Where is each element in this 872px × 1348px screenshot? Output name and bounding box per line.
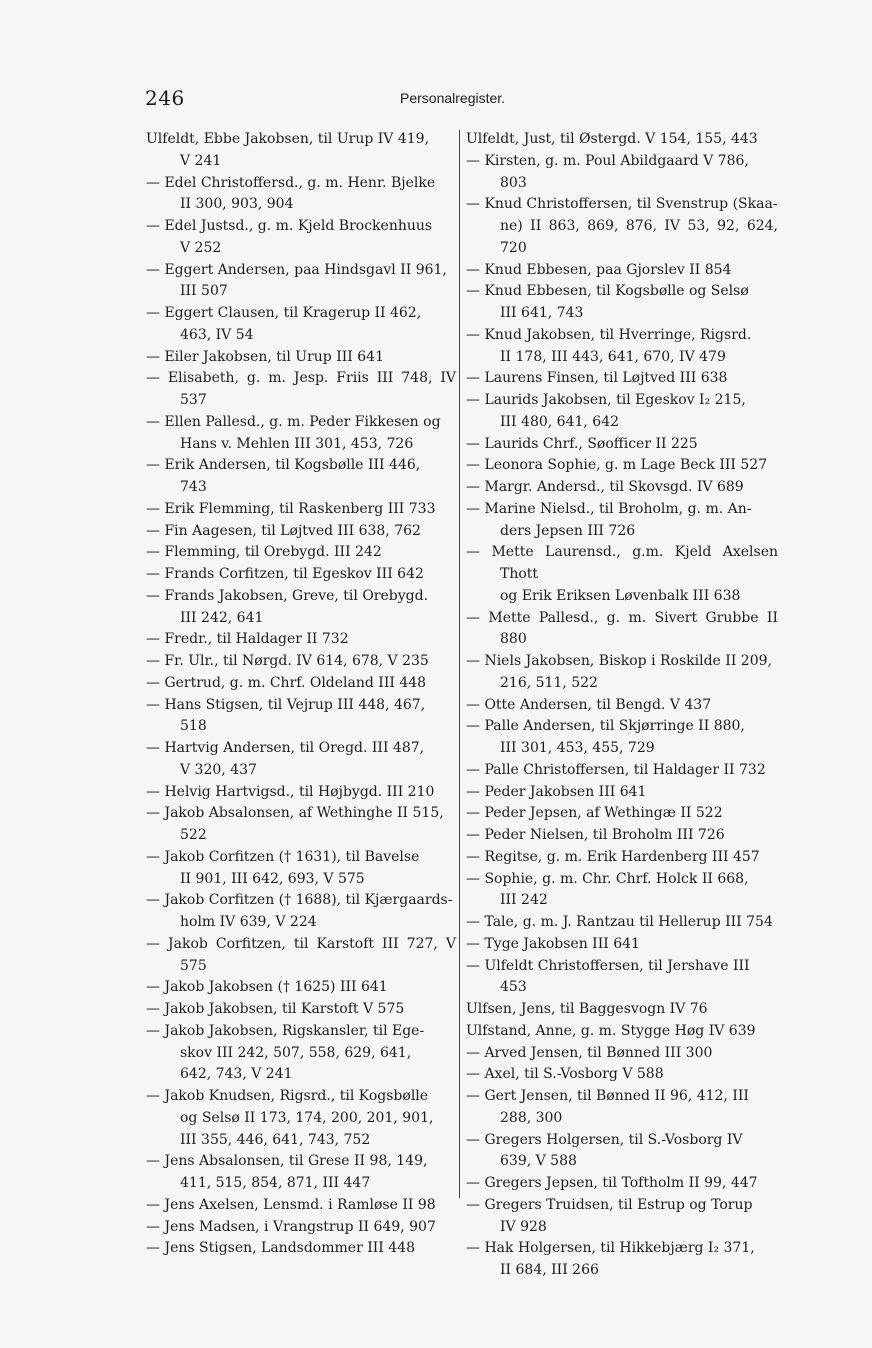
index-entry xyxy=(466,1043,778,1065)
entry-line: Ulfeldt, Ebbe Jakobsen, til Urup IV 419, xyxy=(146,131,430,147)
index-entry xyxy=(466,260,778,282)
entry-line: — Margr. Andersd., til Skovsgd. IV 689 xyxy=(466,479,744,495)
entry-line: — Gregers Jepsen, til Toftholm II 99, 447 xyxy=(466,1175,758,1191)
entry-continuation: ne) II 863, 869, 876, IV 53, 92, 624, 720 xyxy=(500,218,778,256)
entry-continuation: V 252 xyxy=(180,239,222,256)
index-entry xyxy=(146,216,456,260)
entry-line: — Gert Jensen, til Bønned II 96, 412, III xyxy=(466,1088,749,1104)
index-entry xyxy=(466,782,778,804)
index-entry xyxy=(466,281,778,325)
entry-line: — Gregers Truidsen, til Estrup og Torup xyxy=(466,1196,753,1213)
entry-continuation: III 355, 446, 641, 743, 752 xyxy=(180,1131,371,1148)
index-entry xyxy=(146,629,456,651)
entry-line: — Jakob Jakobsen, Rigskansler, til Ege- xyxy=(146,1022,425,1039)
index-entry xyxy=(466,1086,778,1130)
entry-continuation: 639, V 588 xyxy=(500,1153,577,1170)
index-entry xyxy=(146,368,456,412)
entry-line: — Knud Jakobsen, til Hverringe, Rigsrd. xyxy=(466,326,752,343)
entry-continuation: ders Jepsen III 726 xyxy=(500,522,636,539)
entry-line: — Knud Ebbesen, til Kogsbølle og Selsø xyxy=(466,283,749,300)
index-entry xyxy=(146,1217,456,1239)
index-entry xyxy=(146,934,456,978)
entry-line: Ulfstand, Anne, g. m. Stygge Høg IV 639 xyxy=(466,1022,756,1039)
index-entry xyxy=(466,651,778,695)
entry-line: — Jens Absalonsen, til Grese II 98, 149, xyxy=(146,1153,428,1170)
entry-line: — Jakob Corfitzen († 1631), til Bavelse xyxy=(146,848,420,865)
entry-line: — Edel Justsd., g. m. Kjeld Brockenhuus xyxy=(146,218,433,234)
entry-continuation: 411, 515, 854, 871, III 447 xyxy=(180,1175,371,1191)
entry-line: — Eggert Clausen, til Kragerup II 462, xyxy=(146,305,422,321)
entry-line: — Frands Jakobsen, Greve, til Orebygd. xyxy=(146,587,429,604)
entry-line: — Gertrud, g. m. Chrf. Oldeland III 448 xyxy=(146,674,427,691)
index-entry xyxy=(146,564,456,586)
index-entry xyxy=(466,695,778,717)
index-entry xyxy=(146,999,456,1021)
entry-line: — Fr. Ulr., til Nørgd. IV 614, 678, V 235 xyxy=(146,653,429,669)
entry-line: — Knud Ebbesen, paa Gjorslev II 854 xyxy=(466,261,732,278)
entry-continuation: II 684, III 266 xyxy=(500,1262,599,1278)
entry-continuation: II 178, III 443, 641, 670, IV 479 xyxy=(500,348,726,365)
entry-line: — Laurens Finsen, til Løjtved III 638 xyxy=(466,370,728,387)
index-entry xyxy=(466,434,778,456)
entry-continuation: V 241 xyxy=(180,152,222,169)
index-entry xyxy=(146,455,456,499)
index-entry xyxy=(146,260,456,304)
index-entry xyxy=(146,1021,456,1086)
entry-line: — Hak Holgersen, til Hikkebjærg I₂ 371, xyxy=(466,1240,755,1257)
index-entry xyxy=(466,608,778,652)
entry-line: — Peder Jakobsen III 641 xyxy=(466,783,647,800)
entry-line: — Otte Andersen, til Bengd. V 437 xyxy=(466,696,712,713)
index-entry xyxy=(146,412,456,456)
entry-continuation: 216, 511, 522 xyxy=(500,674,598,691)
entry-line: — Gregers Holgersen, til S.-Vosborg IV xyxy=(466,1131,743,1148)
entry-continuation: II 901, III 642, 693, V 575 xyxy=(180,870,365,887)
index-entry xyxy=(146,977,456,999)
entry-line: — Regitse, g. m. Erik Hardenberg III 457 xyxy=(466,848,760,865)
index-entry xyxy=(466,129,778,151)
entry-line: — Ellen Pallesd., g. m. Peder Fikkesen og xyxy=(146,413,441,430)
page-number: 246 xyxy=(145,86,185,110)
index-entry xyxy=(466,1195,778,1239)
entry-continuation: III 480, 641, 642 xyxy=(500,413,620,430)
index-entry xyxy=(466,956,778,1000)
entry-line: — Jens Madsen, i Vrangstrup II 649, 907 xyxy=(146,1218,436,1235)
index-entry xyxy=(146,738,456,782)
index-entry xyxy=(466,499,778,543)
entry-line: — Jakob Corfitzen, til Karstoft III 727, V 575 xyxy=(146,935,456,974)
entry-line: — Peder Jepsen, af Wethingæ II 522 xyxy=(466,805,723,822)
entry-line: — Flemming, til Orebygd. III 242 xyxy=(146,544,382,561)
index-entry xyxy=(466,477,778,499)
entry-line: — Erik Flemming, til Raskenberg III 733 xyxy=(146,500,436,517)
entry-continuation: 803 xyxy=(500,174,527,191)
column-divider xyxy=(459,130,460,1198)
index-entry xyxy=(146,542,456,564)
entry-line: — Peder Nielsen, til Broholm III 726 xyxy=(466,827,725,843)
entry-continuation: og Erik Eriksen Løvenbalk III 638 xyxy=(500,587,741,604)
index-entry xyxy=(466,803,778,825)
entry-line: — Erik Andersen, til Kogsbølle III 446, xyxy=(146,457,421,474)
entry-line: — Tale, g. m. J. Rantzau til Hellerup III 754 xyxy=(466,914,773,930)
entry-line: — Fredr., til Haldager II 732 xyxy=(146,631,349,648)
entry-line: — Palle Christoffersen, til Haldager II 732 xyxy=(466,761,766,778)
entry-line: — Niels Jakobsen, Biskop i Roskilde II 209, xyxy=(466,653,772,669)
entry-continuation: III 641, 743 xyxy=(500,305,584,321)
entry-line: — Mette Pallesd., g. m. Sivert Grubbe II 880 xyxy=(466,609,778,648)
entry-line: — Jens Stigsen, Landsdommer III 448 xyxy=(146,1240,415,1257)
index-entry xyxy=(466,390,778,434)
index-entry xyxy=(146,695,456,739)
index-entry xyxy=(146,173,456,217)
entry-line: — Elisabeth, g. m. Jesp. Friis III 748, IV 537 xyxy=(146,370,456,408)
entry-line: — Hartvig Andersen, til Oregd. III 487, xyxy=(146,740,425,756)
left-column xyxy=(146,129,456,1260)
index-entry xyxy=(146,782,456,804)
index-entry xyxy=(466,760,778,782)
index-entry xyxy=(466,825,778,847)
index-entry xyxy=(146,1086,456,1151)
index-entry xyxy=(466,847,778,869)
index-entry xyxy=(146,347,456,369)
right-column xyxy=(466,129,778,1282)
entry-line: — Knud Christoffersen, til Svenstrup (Skaa- xyxy=(466,196,778,213)
entry-continuation: III 242, 641 xyxy=(180,609,264,626)
entry-line: — Jakob Absalonsen, af Wethinghe II 515, xyxy=(146,805,444,822)
entry-line: — Mette Laurensd., g.m. Kjeld Axelsen Thott xyxy=(466,544,778,582)
index-entry xyxy=(466,1238,778,1282)
index-entry xyxy=(146,586,456,630)
entry-line: Ulfeldt, Just, til Østergd. V 154, 155, 443 xyxy=(466,131,758,147)
index-entry xyxy=(466,368,778,390)
entry-line: — Jakob Jakobsen, til Karstoft V 575 xyxy=(146,1001,405,1017)
index-entry xyxy=(466,869,778,913)
index-entry xyxy=(146,1151,456,1195)
entry-continuation: V 320, 437 xyxy=(180,761,257,778)
entry-line: — Jakob Knudsen, Rigsrd., til Kogsbølle xyxy=(146,1088,429,1104)
index-entry xyxy=(146,129,456,173)
entry-continuation: 743 xyxy=(180,479,207,495)
entry-continuation: og Selsø II 173, 174, 200, 201, 901, xyxy=(180,1109,434,1126)
index-entry xyxy=(466,542,778,607)
entry-continuation: 288, 300 xyxy=(500,1109,563,1126)
index-entry xyxy=(146,499,456,521)
index-entry xyxy=(146,1195,456,1217)
entry-line: — Sophie, g. m. Chr. Chrf. Holck II 668, xyxy=(466,870,749,887)
entry-line: — Palle Andersen, til Skjørringe II 880, xyxy=(466,718,745,735)
index-entry xyxy=(466,912,778,934)
entry-line: — Edel Christoffersd., g. m. Henr. Bjelke xyxy=(146,174,436,191)
entry-continuation: 642, 743, V 241 xyxy=(180,1066,293,1083)
entry-continuation: 518 xyxy=(180,718,207,735)
index-entry xyxy=(466,934,778,956)
index-entry xyxy=(146,803,456,847)
entry-line: — Kirsten, g. m. Poul Abildgaard V 786, xyxy=(466,152,749,169)
entry-line: — Tyge Jakobsen III 641 xyxy=(466,935,640,952)
index-entry xyxy=(146,1238,456,1260)
entry-line: — Arved Jensen, til Bønned III 300 xyxy=(466,1044,713,1061)
entry-line: Ulfsen, Jens, til Baggesvogn IV 76 xyxy=(466,1001,708,1017)
index-entry xyxy=(466,194,778,259)
entry-continuation: III 301, 453, 455, 729 xyxy=(500,740,655,756)
entry-continuation: II 300, 903, 904 xyxy=(180,196,294,213)
index-entry xyxy=(466,716,778,760)
index-entry xyxy=(146,847,456,891)
index-entry xyxy=(146,521,456,543)
entry-continuation: skov III 242, 507, 558, 629, 641, xyxy=(180,1044,412,1061)
index-entry xyxy=(466,999,778,1021)
index-entry xyxy=(146,303,456,347)
entry-line: — Ulfeldt Christoffersen, til Jershave III xyxy=(466,957,750,974)
entry-line: — Marine Nielsd., til Broholm, g. m. An- xyxy=(466,500,752,517)
running-head: Personalregister. xyxy=(400,90,506,106)
index-entry xyxy=(466,455,778,477)
entry-line: — Jakob Jakobsen († 1625) III 641 xyxy=(146,979,388,996)
index-entry xyxy=(466,1130,778,1174)
index-entry xyxy=(466,151,778,195)
index-entry xyxy=(146,890,456,934)
index-entry xyxy=(466,1064,778,1086)
entry-line: — Hans Stigsen, til Vejrup III 448, 467, xyxy=(146,696,426,713)
entry-continuation: III 507 xyxy=(180,283,228,300)
entry-continuation: 453 xyxy=(500,979,527,996)
entry-line: — Eiler Jakobsen, til Urup III 641 xyxy=(146,348,384,365)
index-entry xyxy=(466,325,778,369)
index-entry xyxy=(146,651,456,673)
index-entry xyxy=(466,1173,778,1195)
entry-line: — Laurids Chrf., Søofficer II 225 xyxy=(466,435,698,452)
entry-line: — Axel, til S.-Vosborg V 588 xyxy=(466,1066,664,1083)
entry-line: — Leonora Sophie, g. m Lage Beck III 527 xyxy=(466,457,768,474)
entry-line: — Jakob Corfitzen († 1688), til Kjærgaards- xyxy=(146,892,453,909)
entry-line: — Jens Axelsen, Lensmd. i Ramløse II 98 xyxy=(146,1196,436,1213)
entry-line: — Fin Aagesen, til Løjtved III 638, 762 xyxy=(146,522,421,539)
entry-line: — Laurids Jakobsen, til Egeskov I₂ 215, xyxy=(466,392,746,408)
entry-continuation: IV 928 xyxy=(500,1218,547,1235)
entry-continuation: 522 xyxy=(180,827,207,843)
index-entry xyxy=(466,1021,778,1043)
entry-continuation: holm IV 639, V 224 xyxy=(180,914,317,930)
entry-line: — Eggert Andersen, paa Hindsgavl II 961, xyxy=(146,261,447,278)
entry-continuation: 463, IV 54 xyxy=(180,326,254,343)
entry-continuation: III 242 xyxy=(500,892,548,909)
entry-line: — Helvig Hartvigsd., til Højbygd. III 210 xyxy=(146,783,435,800)
entry-line: — Frands Corfitzen, til Egeskov III 642 xyxy=(146,566,424,582)
entry-continuation: Hans v. Mehlen III 301, 453, 726 xyxy=(180,435,414,452)
index-entry xyxy=(146,673,456,695)
